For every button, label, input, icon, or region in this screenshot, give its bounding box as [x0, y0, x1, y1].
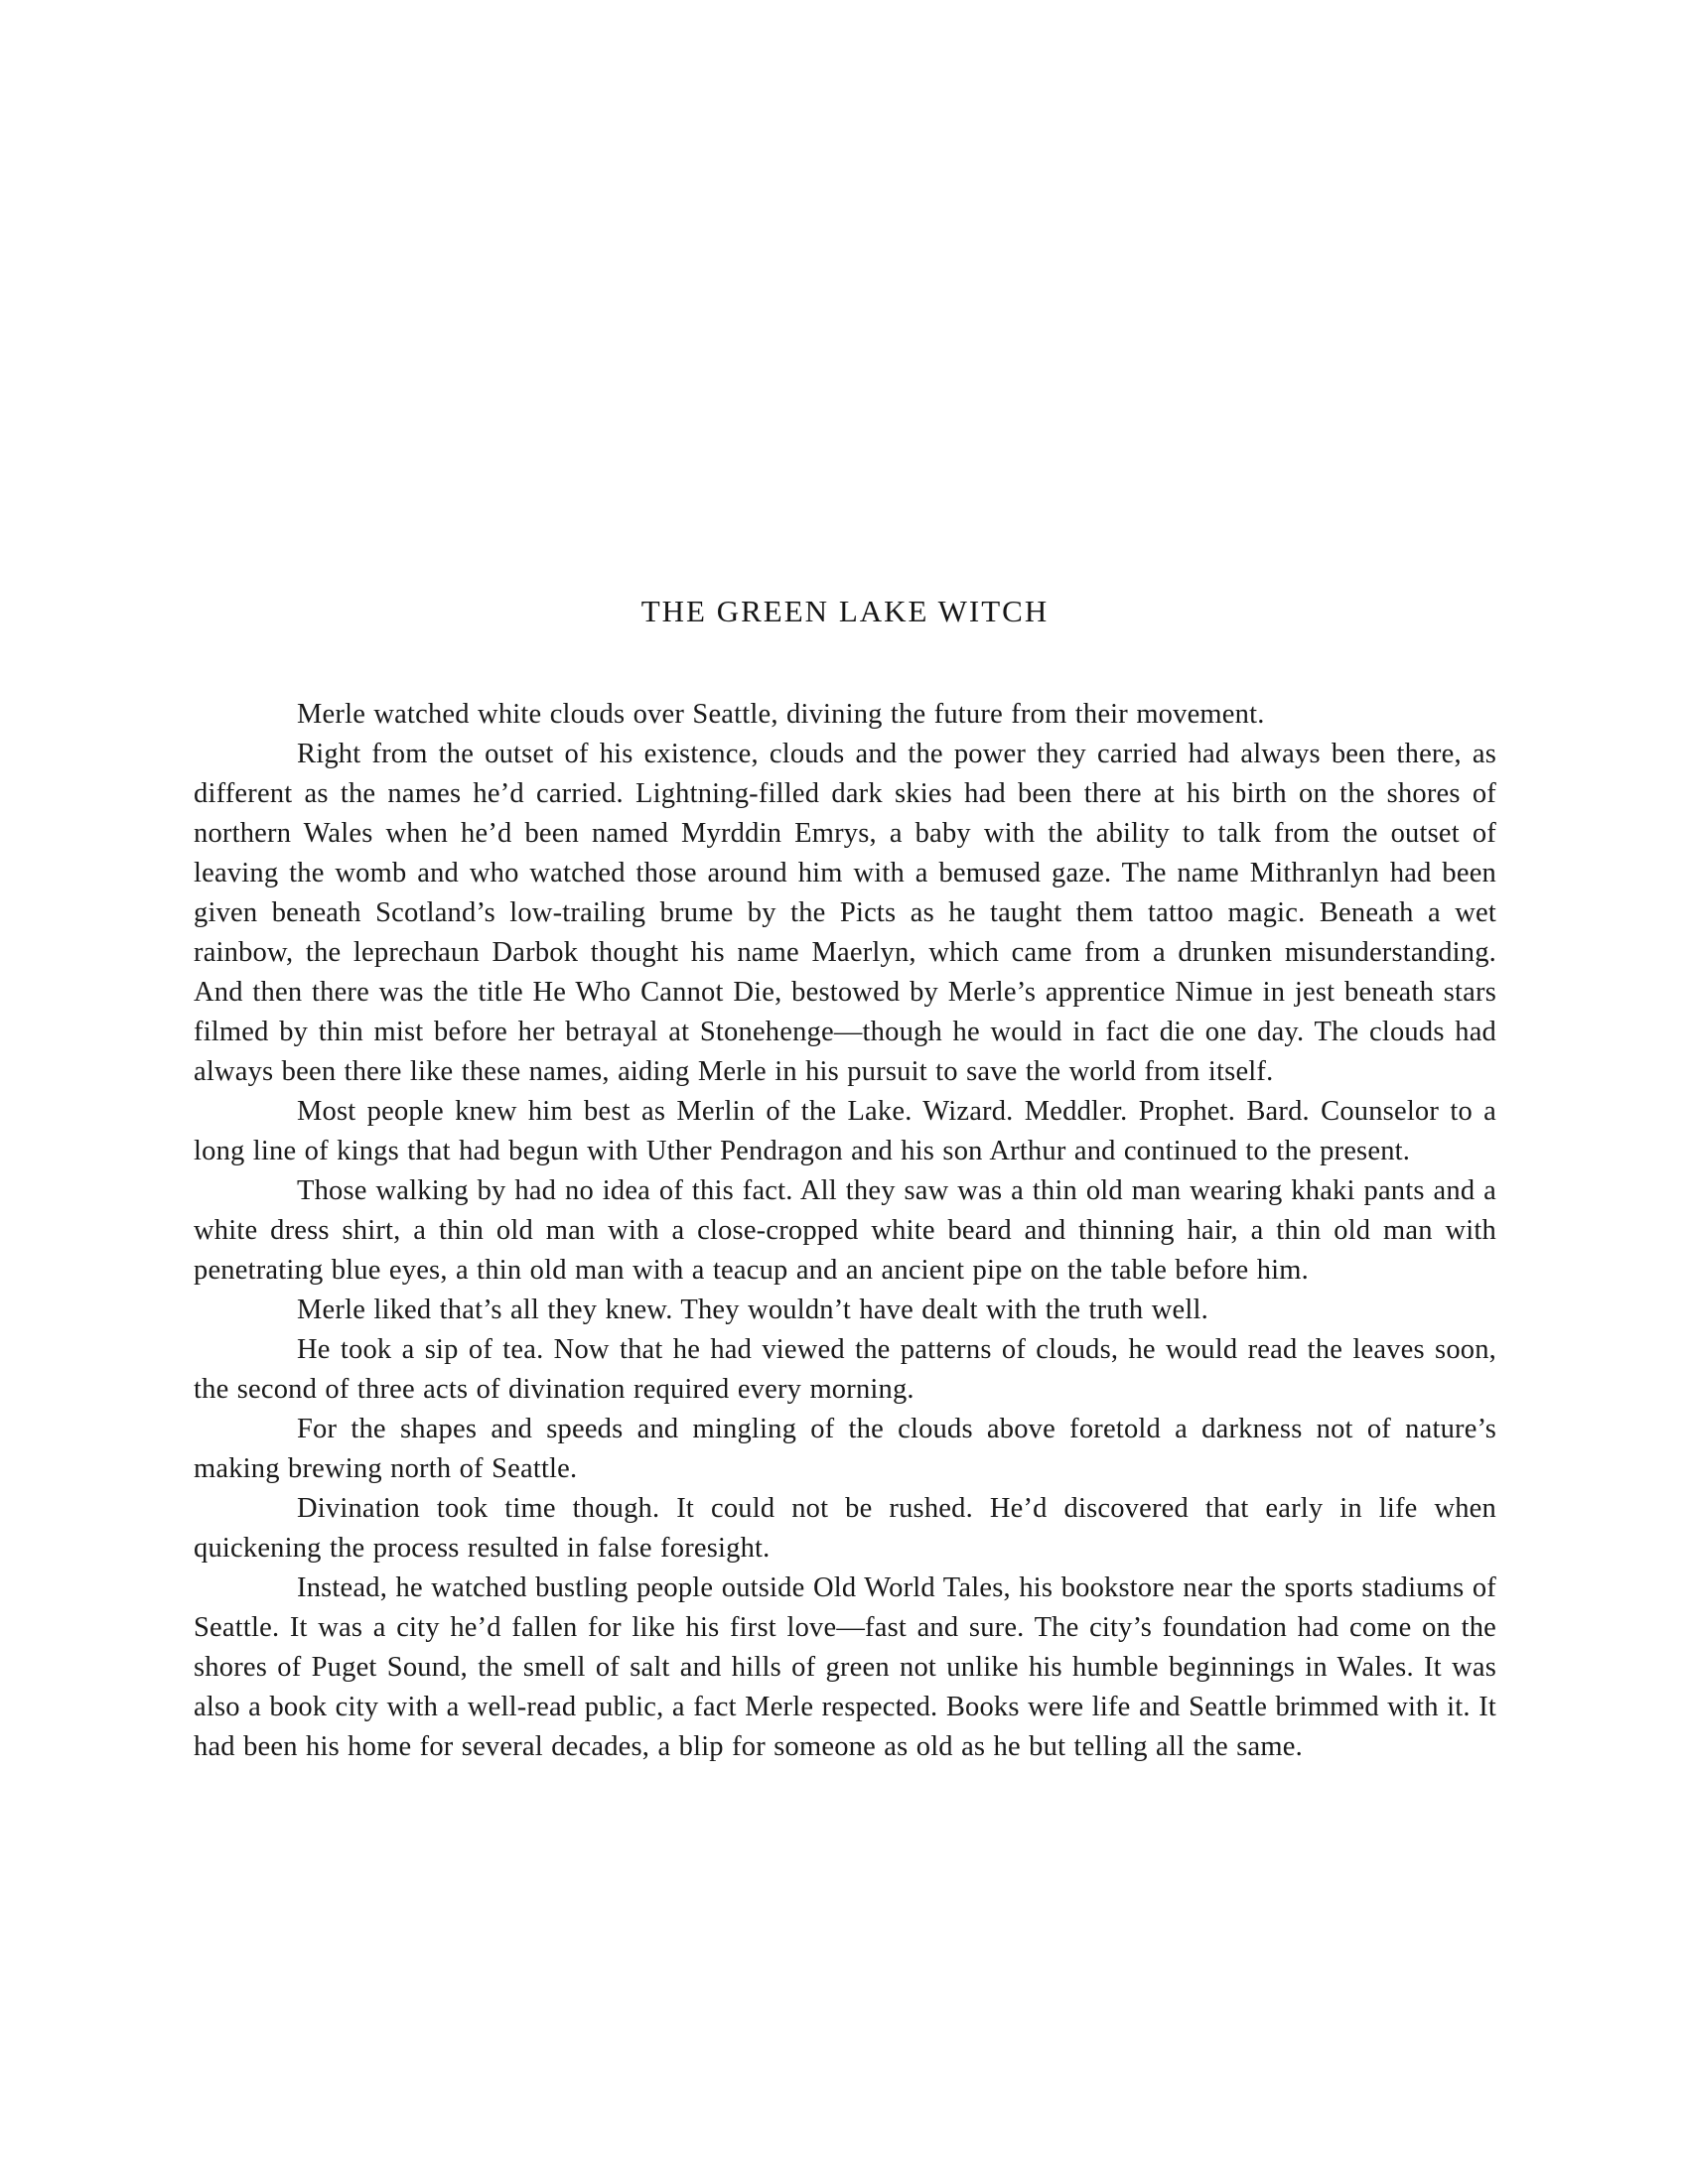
- chapter-title: THE GREEN LAKE WITCH: [640, 594, 1050, 628]
- paragraph: Divination took time though. It could not be rushed. He’d discovered that early in life when quickening the process resulted in false foresight.: [194, 1493, 1496, 1564]
- chapter-body: [194, 695, 1496, 1767]
- paragraph: Those walking by had no idea of this fact. All they saw was a thin old man wearing khaki pants and a white dress shirt, a thin old man with a close-cropped white beard and thinning hair, a thin old man with penetrating blue eyes, a thin old man with a teacup and an ancient pipe on the table before him.: [194, 1175, 1496, 1286]
- paragraph: Most people knew him best as Merlin of the Lake. Wizard. Meddler. Prophet. Bard. Counselor to a long line of kings that had begun with Uther Pendragon and his son Arthur and continued to the present.: [194, 1096, 1496, 1166]
- paragraph: He took a sip of tea. Now that he had viewed the patterns of clouds, he would read the leaves soon, the second of three acts of divination required every morning.: [194, 1334, 1496, 1405]
- paragraph: Right from the outset of his existence, clouds and the power they carried had always been there, as different as the names he’d carried. Lightning-filled dark skies had been there at his birth on the shores of northern Wales when he’d been named Myrddin Emrys, a baby with the ability to talk from the outset of leaving the womb and who watched those around him with a bemused gaze. The name Mithranlyn had been given beneath Scotland’s low-trailing brume by the Picts as he taught them tattoo magic. Beneath a wet rainbow, the leprechaun Darbok thought his name Maerlyn, which came from a drunken misunderstanding. And then there was the title He Who Cannot Die, bestowed by Merle’s apprentice Nimue in jest beneath stars filmed by thin mist before her betrayal at Stonehenge—though he would in fact die one day. The clouds had always been there like these names, aiding Merle in his pursuit to save the world from itself.: [194, 739, 1496, 1087]
- paragraph: Merle watched white clouds over Seattle, divining the future from their movement.: [297, 699, 1265, 730]
- paragraph: For the shapes and speeds and mingling of the clouds above foretold a darkness not of nature’s making brewing north of Seattle.: [194, 1414, 1496, 1484]
- paragraph: Instead, he watched bustling people outside Old World Tales, his bookstore near the sports stadiums of Seattle. It was a city he’d fallen for like his first love—fast and sure. The city’s foundation had come on the shores of Puget Sound, the smell of salt and hills of green not unlike his humble beginnings in Wales. It was also a book city with a well-read public, a fact Merle respected. Books were life and Seattle brimmed with it. It had been his home for several decades, a blip for someone as old as he but telling all the same.: [194, 1572, 1496, 1762]
- book-page: [194, 594, 1496, 1767]
- paragraph: Merle liked that’s all they knew. They wouldn’t have dealt with the truth well.: [297, 1295, 1208, 1325]
